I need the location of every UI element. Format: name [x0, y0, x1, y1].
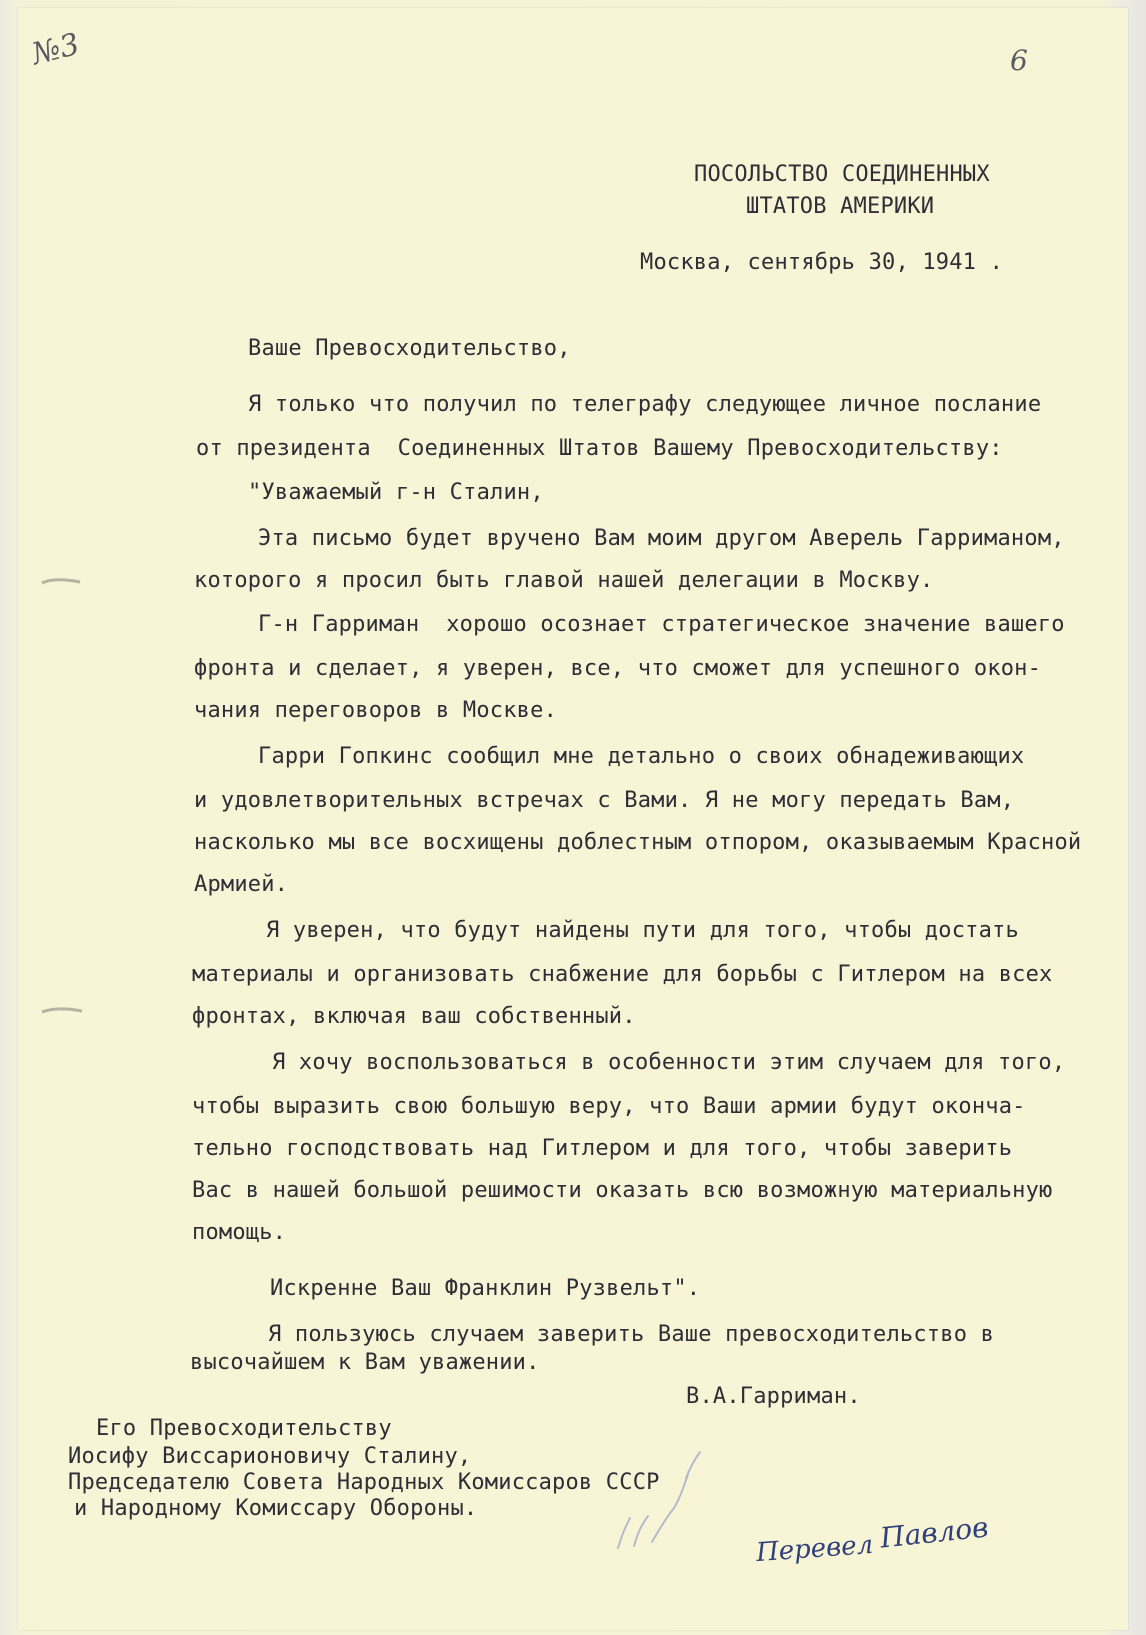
margin-tab-mark [40, 1004, 86, 1018]
handwritten-signature: Павлов [878, 1510, 990, 1555]
message-line: Армией. [194, 872, 289, 897]
message-line: которого я просил быть главой нашей делегации в Москву. [194, 568, 934, 593]
corner-mark: №3 [28, 26, 84, 73]
place-date: Москва, сентябрь 30, 1941 . [640, 250, 1004, 275]
message-line: Эта письмо будет вручено Вам моим другом Аверель Гарриманом, [258, 526, 1065, 551]
addressee-line: Иосифу Виссарионовичу Сталину, [68, 1444, 472, 1469]
message-line: Я уверен, что будут найдены пути для того, чтобы достать [266, 918, 1019, 943]
salutation: Ваше Превосходительство, [248, 336, 571, 361]
header-line1: ПОСОЛЬСТВО СОЕДИНЕННЫХ [694, 162, 990, 187]
margin-tab-mark [40, 576, 84, 590]
message-line: тельно господствовать над Гитлером и для того, чтобы заверить [192, 1136, 1013, 1161]
handwritten-note: Перевел [755, 1529, 875, 1569]
page-number: 6 [1010, 44, 1028, 77]
message-line: помощь. [192, 1220, 287, 1245]
message-line: Гарри Гопкинс сообщил мне детально о своих обнадеживающих [258, 744, 1025, 769]
message-line: фронта и сделает, я уверен, все, что сможет для успешного окон- [194, 656, 1042, 681]
message-line: чания переговоров в Москве. [194, 698, 558, 723]
message-line: фронтах, включая ваш собственный. [192, 1004, 636, 1029]
closing-remark-line: Я пользуюсь случаем заверить Ваше превосходительство в [268, 1322, 995, 1347]
message-line: Вас в нашей большой решимости оказать всю возможную материальную [192, 1178, 1053, 1203]
message-line: насколько мы все восхищены доблестным отпором, оказываемым Красной [194, 830, 1082, 855]
message-line: чтобы выразить свою большую веру, что Ваши армии будут оконча- [192, 1094, 1026, 1119]
intro-line: от президента Соединенных Штатов Вашему Превосходительству: [196, 436, 1003, 461]
closing-remark-line: высочайшем к Вам уважении. [190, 1350, 540, 1375]
blue-scribble-mark [608, 1438, 718, 1558]
message-line: материалы и организовать снабжение для борьбы с Гитлером на всех [192, 962, 1053, 987]
signature: В.А.Гарриман. [686, 1384, 861, 1409]
header-line2: ШТАТОВ АМЕРИКИ [746, 194, 935, 219]
document-page [18, 8, 1128, 1630]
message-line: Я хочу воспользоваться в особенности этим случаем для того, [272, 1050, 1066, 1075]
addressee-line: Председателю Совета Народных Комиссаров СССР [68, 1470, 660, 1495]
addressee-line: Его Превосходительству [96, 1416, 392, 1441]
message-line: и удовлетворительных встречах с Вами. Я не могу передать Вам, [194, 788, 1015, 813]
message-greeting: "Уважаемый г-н Сталин, [248, 480, 544, 505]
message-line: Г-н Гарриман хорошо осознает стратегическое значение вашего [258, 612, 1065, 637]
intro-line: Я только что получил по телеграфу следующее личное послание [248, 392, 1042, 417]
addressee-line: и Народному Комиссару Обороны. [74, 1496, 478, 1521]
message-closing: Искренне Ваш Франклин Рузвельт". [270, 1276, 701, 1301]
